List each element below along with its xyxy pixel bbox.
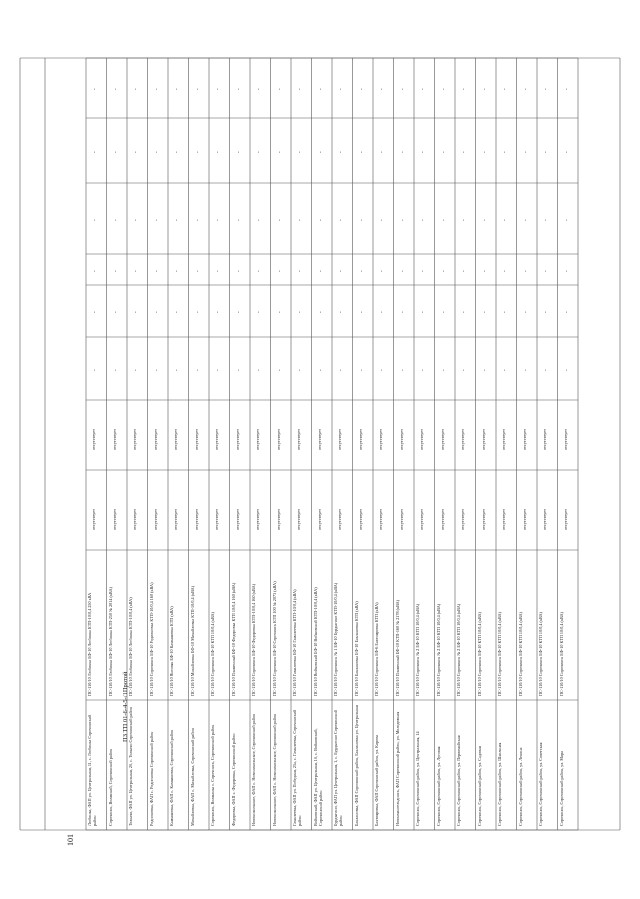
cell-empty-marker: -	[175, 311, 180, 313]
cell-status: отсутствует	[357, 509, 363, 530]
cell-status: отсутствует	[275, 509, 281, 530]
cell-status: отсутствует	[521, 429, 527, 450]
cell-empty-marker: -	[400, 311, 406, 313]
cell-power-center: ПС-110/10 Любинка БФ-10 Любинка КТП-10/0,4 (кВА)	[128, 597, 133, 696]
cell-empty-marker: -	[236, 368, 242, 371]
cell-empty-marker: -	[216, 88, 221, 90]
cell-status: отсутствует	[542, 429, 547, 450]
cell-address: Бурдыгино, ФАП ул. Центральная, 1, с. Бурдыгино Сорочинский район	[333, 710, 343, 826]
cell-empty-marker: -	[154, 311, 160, 313]
cell-status: отсутствует	[214, 509, 219, 530]
cell-power-center: ПС-110/10 Сорочинск № 2 БФ-10 КТП 10/0,4 (кВА)	[415, 603, 420, 696]
cell-power-center: ПС-110/10 Сорочинск БФ-10 КТП 10/0,4 (кВА)	[558, 612, 564, 696]
cell-empty-marker: -	[380, 88, 385, 90]
cell-status: отсутствует	[255, 509, 260, 530]
cell-address: Сорочинск, Сорочинский район, ул. Школьная	[497, 742, 502, 826]
cell-address: Федоровка, ФАП с. Федоровка, Сорочинский район	[230, 733, 236, 826]
cell-address: Гамалеевка, ФАП ул. Победная, 25а, с. Гамалеевка, Сорочинский район	[292, 709, 302, 826]
cell-empty-marker: -	[564, 368, 570, 371]
cell-address: Сорочинск, Сорочинский район, ул. Советская	[538, 742, 543, 826]
cell-empty-marker: -	[113, 88, 119, 90]
cell-empty-marker: -	[113, 218, 119, 221]
cell-empty-marker: -	[236, 150, 242, 153]
cell-empty-marker: -	[421, 269, 426, 272]
cell-status: отсутствует	[234, 429, 240, 450]
cell-empty-marker: -	[195, 368, 201, 371]
cell-empty-marker: -	[544, 150, 549, 153]
cell-empty-marker: -	[564, 88, 570, 90]
cell-empty-marker: -	[482, 269, 488, 272]
cell-empty-marker: -	[359, 269, 365, 272]
cell-power-center: ПС-110/10 Гамалеевка БФ-10 Гамалеевка КТП-10/0,4 (кВА)	[292, 589, 297, 696]
cell-power-center: ПС-110/10 Пламенный БФ-10 Федоровка КТП 10/0,4 160 (кВА)	[230, 582, 236, 696]
cell-empty-marker: -	[93, 150, 98, 153]
cell-empty-marker: -	[236, 269, 242, 272]
cell-empty-marker: -	[421, 150, 426, 153]
cell-empty-marker: -	[216, 150, 221, 153]
cell-power-center: ПС-110/10 Сорочинск БФ-10 КТП 10/0,4 (кВА)	[210, 612, 215, 696]
cell-empty-marker: -	[113, 368, 119, 371]
cell-empty-marker: -	[462, 218, 467, 221]
cell-empty-marker: -	[298, 218, 303, 221]
cell-empty-marker: -	[482, 150, 488, 153]
cell-empty-marker: -	[236, 88, 242, 90]
cell-empty-marker: -	[175, 368, 180, 371]
cell-empty-marker: -	[544, 218, 549, 221]
cell-status: отсутствует	[439, 429, 445, 450]
cell-address: Новоамангельдинск, ФАП Сорочинский район, ул. Молодежная	[394, 711, 400, 826]
cell-empty-marker: -	[134, 311, 139, 313]
cell-address: Войковский, ФАП ул. Центральная, 1б, с. Войковский, Сорочинский район	[312, 728, 323, 826]
cell-empty-marker: -	[298, 311, 303, 313]
cell-empty-marker: -	[380, 150, 385, 153]
cell-empty-marker: -	[318, 88, 324, 90]
cell-empty-marker: -	[462, 368, 467, 371]
cell-empty-marker: -	[359, 368, 365, 371]
cell-empty-marker: -	[421, 88, 426, 90]
cell-empty-marker: -	[298, 150, 303, 153]
cell-empty-marker: -	[318, 269, 324, 272]
cell-empty-marker: -	[339, 88, 344, 90]
document-reference: ПЗ ТП 01-6-4-5-/1Протой	[122, 671, 129, 742]
cell-empty-marker: -	[195, 311, 201, 313]
cell-empty-marker: -	[216, 311, 221, 313]
cell-status: отсутствует	[419, 509, 424, 530]
cell-empty-marker: -	[359, 218, 365, 221]
cell-power-center: ПС-110/10 Любинка БФ-10 Любинка КТП-250 № 2014 (кВА)	[107, 587, 113, 696]
cell-power-center: ПС-110/10 Сорочинск БФ-10 КТП 10/0,4 (кВА)	[538, 612, 543, 696]
cell-empty-marker: -	[503, 368, 508, 371]
cell-empty-marker: -	[277, 218, 283, 221]
cell-empty-marker: -	[503, 311, 508, 313]
cell-empty-marker: -	[93, 311, 98, 313]
cell-empty-marker: -	[339, 150, 344, 153]
cell-empty-marker: -	[113, 269, 119, 272]
cell-empty-marker: -	[339, 368, 344, 371]
cell-status: отсутствует	[296, 509, 301, 530]
cell-empty-marker: -	[421, 368, 426, 371]
cell-power-center: ПС-110/10 Сорочинск БФ-10 Родионовка КТП-10/0,4 160 (кВА)	[148, 582, 154, 696]
cell-status: отсутствует	[132, 429, 137, 450]
cell-status: отсутствует	[193, 509, 199, 530]
cell-empty-marker: -	[154, 368, 160, 371]
cell-empty-marker: -	[462, 150, 467, 153]
cell-empty-marker: -	[503, 150, 508, 153]
cell-status: отсутствует	[357, 429, 363, 450]
cell-power-center: ПС-110/10 Сорочинск БФ-10 КТП 10/0,4 (кВА)	[517, 612, 523, 696]
cell-status: отсутствует	[173, 429, 178, 450]
cell-power-center: ПС-110/10 Войковский БФ-10 Войковский КТП-10/0,4 (кВА)	[312, 587, 318, 696]
cell-address: Сорочинск, Волжский, Сорочинский район	[107, 748, 113, 826]
cell-status: отсутствует	[562, 429, 568, 450]
cell-empty-marker: -	[236, 311, 242, 313]
cell-power-center: ПС-110/10 Сорочинск БФ-6 Бахтияровка КТП (кВА)	[374, 602, 379, 696]
cell-address: Родионовка, ФАП с. Родионовка Сорочинский район	[148, 731, 154, 826]
cell-address: Сорочинск, Волжанка с. Сорочинск, Сорочинский район	[210, 724, 215, 826]
cell-empty-marker: -	[380, 311, 385, 313]
cell-status: отсутствует	[378, 429, 383, 450]
cell-power-center: ПС-110/10 Баклановка БФ-10 Баклановка КТП (кВА)	[353, 601, 359, 696]
cell-empty-marker: -	[503, 88, 508, 90]
cell-empty-marker: -	[544, 311, 549, 313]
cell-empty-marker: -	[359, 88, 365, 90]
cell-empty-marker: -	[318, 368, 324, 371]
cell-address: Сорочинск, Сорочинский район, ул. Мира	[558, 750, 564, 826]
cell-power-center: ПС-110/10 Сорочинск БФ-10 КТП 10/0,4 (кВА)	[497, 612, 502, 696]
cell-empty-marker: -	[400, 368, 406, 371]
cell-empty-marker: -	[257, 150, 262, 153]
cell-status: отсутствует	[91, 509, 96, 530]
cell-empty-marker: -	[482, 218, 488, 221]
cell-power-center: ПС-110/10 Сорочинск № 1 БФ-10 Бурдыгино КТП-10/0,4 (кВА)	[333, 582, 338, 696]
cell-address: Бахтияровка, ФАП Сорочинский район, ул. Кирова	[374, 734, 379, 826]
cell-empty-marker: -	[503, 218, 508, 221]
cell-address: Новоникольское, ФАП с. Новоникольское, Сорочинский район	[271, 713, 277, 826]
cell-empty-marker: -	[216, 368, 221, 371]
cell-empty-marker: -	[441, 368, 447, 371]
cell-empty-marker: -	[277, 150, 283, 153]
cell-empty-marker: -	[441, 218, 447, 221]
cell-empty-marker: -	[523, 150, 529, 153]
cell-empty-marker: -	[544, 88, 549, 90]
cell-empty-marker: -	[113, 311, 119, 313]
cell-address: Баклановка, ФАП Сорочинский район, Баклановка ул. Центральная	[353, 705, 359, 826]
cell-power-center: ПС-110/10 Любинка БФ-10 Любинка КТП-10/0,4 250 кВА	[87, 592, 92, 696]
cell-status: отсутствует	[480, 429, 486, 450]
cell-empty-marker: -	[277, 269, 283, 272]
cell-empty-marker: -	[298, 368, 303, 371]
cell-empty-marker: -	[154, 218, 160, 221]
cell-status: отсутствует	[378, 509, 383, 530]
cell-empty-marker: -	[277, 88, 283, 90]
cell-empty-marker: -	[195, 269, 201, 272]
cell-power-center: ПС-110/10 Сорочинск № 2 БФ-10 КТП 10/0,4 (кВА)	[435, 603, 441, 696]
cell-power-center: ПС-110/10 Сорочинск БФ-10 КТП 10/0,4 (кВА)	[476, 612, 482, 696]
cell-empty-marker: -	[134, 269, 139, 272]
cell-empty-marker: -	[482, 88, 488, 90]
cell-address: Сорочинск, Сорочинский район, ул. Центральная, 14	[415, 731, 420, 826]
cell-empty-marker: -	[257, 368, 262, 371]
cell-address: Сорочинск, Сорочинский район, ул. Ленина	[517, 747, 523, 826]
cell-power-center: ПС-110/10 Сорочинск БФ-10 Федоровка КТП-10/0,4 160 (кВА)	[251, 584, 256, 696]
cell-address: Сорочинск, Сорочинский район, ул. Садовая	[476, 746, 482, 826]
cell-status: отсутствует	[337, 429, 342, 450]
cell-empty-marker: -	[421, 218, 426, 221]
cell-empty-marker: -	[462, 88, 467, 90]
cell-empty-marker: -	[564, 218, 570, 221]
cell-power-center: ПС-110/10 Михайловка БФ-10 Михайловка КТП-10/0,4 (кВА)	[189, 585, 195, 696]
cell-empty-marker: -	[482, 311, 488, 313]
cell-empty-marker: -	[339, 311, 344, 313]
cell-empty-marker: -	[298, 269, 303, 272]
cell-status: отсутствует	[173, 509, 178, 530]
cell-empty-marker: -	[441, 269, 447, 272]
cell-empty-marker: -	[400, 218, 406, 221]
cell-empty-marker: -	[441, 311, 447, 313]
cell-empty-marker: -	[257, 311, 262, 313]
cell-status: отсутствует	[460, 509, 465, 530]
cell-empty-marker: -	[216, 269, 221, 272]
cell-empty-marker: -	[298, 88, 303, 90]
cell-empty-marker: -	[93, 218, 98, 221]
cell-empty-marker: -	[359, 150, 365, 153]
cell-empty-marker: -	[318, 218, 324, 221]
cell-status: отсутствует	[542, 509, 547, 530]
cell-status: отсутствует	[460, 429, 465, 450]
cell-status: отсутствует	[275, 429, 281, 450]
cell-status: отсутствует	[132, 509, 137, 530]
cell-empty-marker: -	[523, 218, 529, 221]
cell-address: Камышовка, ФАП с. Камышовка, Сорочинский район	[169, 729, 174, 826]
cell-empty-marker: -	[421, 311, 426, 313]
cell-empty-marker: -	[400, 269, 406, 272]
cell-empty-marker: -	[257, 269, 262, 272]
cell-empty-marker: -	[318, 150, 324, 153]
cell-empty-marker: -	[195, 150, 201, 153]
cell-address: Сорочинск, Сорочинский район, ул. Луговая	[435, 746, 441, 826]
cell-empty-marker: -	[257, 218, 262, 221]
cell-status: отсутствует	[562, 509, 568, 530]
cell-empty-marker: -	[339, 218, 344, 221]
cell-address: Новоникольское, ФАП с. Новоникольское, Сорочинский район	[251, 713, 256, 826]
cell-status: отсутствует	[111, 509, 117, 530]
cell-empty-marker: -	[175, 88, 180, 90]
cell-empty-marker: -	[257, 88, 262, 90]
page-number: 101	[66, 834, 75, 846]
cell-empty-marker: -	[380, 269, 385, 272]
cell-empty-marker: -	[216, 218, 221, 221]
cell-power-center: ПС-110/10 Сорочинск БФ-10 Сорочинск КТП 100 № 2073 (кВА)	[271, 581, 277, 696]
cell-empty-marker: -	[482, 368, 488, 371]
cell-empty-marker: -	[175, 150, 180, 153]
cell-power-center: ПС-110/10 Янгизяк БФ-10 Камышовка КТП (кВА)	[169, 606, 174, 696]
cell-empty-marker: -	[134, 218, 139, 221]
cell-empty-marker: -	[277, 368, 283, 371]
cell-empty-marker: -	[277, 311, 283, 313]
cell-empty-marker: -	[134, 150, 139, 153]
cell-empty-marker: -	[523, 368, 529, 371]
cell-empty-marker: -	[380, 218, 385, 221]
cell-empty-marker: -	[359, 311, 365, 313]
cell-empty-marker: -	[318, 311, 324, 313]
cell-empty-marker: -	[564, 269, 570, 272]
cell-status: отсутствует	[214, 429, 219, 450]
cell-empty-marker: -	[195, 218, 201, 221]
cell-power-center: ПС-110/10 Пламенный БФ-10 КТП-160 № 2178 (кВА)	[394, 599, 400, 696]
cell-empty-marker: -	[236, 218, 242, 221]
cell-empty-marker: -	[544, 269, 549, 272]
cell-status: отсутствует	[337, 509, 342, 530]
cell-empty-marker: -	[441, 88, 447, 90]
cell-empty-marker: -	[93, 269, 98, 272]
cell-empty-marker: -	[544, 368, 549, 371]
cell-empty-marker: -	[503, 269, 508, 272]
cell-status: отсутствует	[91, 429, 96, 450]
cell-status: отсутствует	[419, 429, 424, 450]
cell-status: отсутствует	[480, 509, 486, 530]
cell-empty-marker: -	[523, 88, 529, 90]
cell-status: отсутствует	[316, 429, 322, 450]
cell-empty-marker: -	[564, 150, 570, 153]
cell-empty-marker: -	[400, 150, 406, 153]
cell-status: отсутствует	[152, 429, 158, 450]
cell-address: Сорочинск, Сорочинский район, ул. Первомайская	[456, 735, 461, 826]
cell-empty-marker: -	[93, 368, 98, 371]
cell-address: Любинка, ФАП ул. Центральная, 11, с. Любинка Сорочинский район	[87, 714, 97, 826]
cell-empty-marker: -	[134, 88, 139, 90]
cell-address: Толкачи, ФАП ул. Центральная, 2б, с. Толкачи Сорочинский район	[128, 706, 133, 826]
cell-status: отсутствует	[255, 429, 260, 450]
cell-empty-marker: -	[523, 311, 529, 313]
cell-empty-marker: -	[154, 269, 160, 272]
cell-status: отсутствует	[316, 509, 322, 530]
cell-status: отсутствует	[111, 429, 117, 450]
cell-status: отсутствует	[398, 509, 404, 530]
cell-status: отсутствует	[521, 509, 527, 530]
cell-empty-marker: -	[339, 269, 344, 272]
cell-empty-marker: -	[195, 88, 201, 90]
cell-empty-marker: -	[175, 269, 180, 272]
cell-status: отсутствует	[398, 429, 404, 450]
cell-status: отсутствует	[501, 509, 506, 530]
cell-empty-marker: -	[523, 269, 529, 272]
cell-status: отсутствует	[193, 429, 199, 450]
cell-empty-marker: -	[134, 368, 139, 371]
cell-empty-marker: -	[462, 311, 467, 313]
cell-empty-marker: -	[380, 368, 385, 371]
cell-empty-marker: -	[93, 88, 98, 90]
cell-empty-marker: -	[154, 88, 160, 90]
cell-status: отсутствует	[501, 429, 506, 450]
cell-empty-marker: -	[113, 150, 119, 153]
cell-address: Михайловка, ФАП с. Михайловка, Сорочинский район	[189, 728, 195, 826]
cell-empty-marker: -	[400, 88, 406, 90]
cell-empty-marker: -	[462, 269, 467, 272]
cell-status: отсутствует	[296, 429, 301, 450]
cell-status: отсутствует	[439, 509, 445, 530]
cell-empty-marker: -	[564, 311, 570, 313]
cell-power-center: ПС-110/10 Сорочинск № 2 БФ-10 КТП 10/0,4 (кВА)	[456, 603, 461, 696]
cell-empty-marker: -	[175, 218, 180, 221]
cell-empty-marker: -	[154, 150, 160, 153]
cell-empty-marker: -	[441, 150, 447, 153]
cell-status: отсутствует	[234, 509, 240, 530]
cell-status: отсутствует	[152, 509, 158, 530]
